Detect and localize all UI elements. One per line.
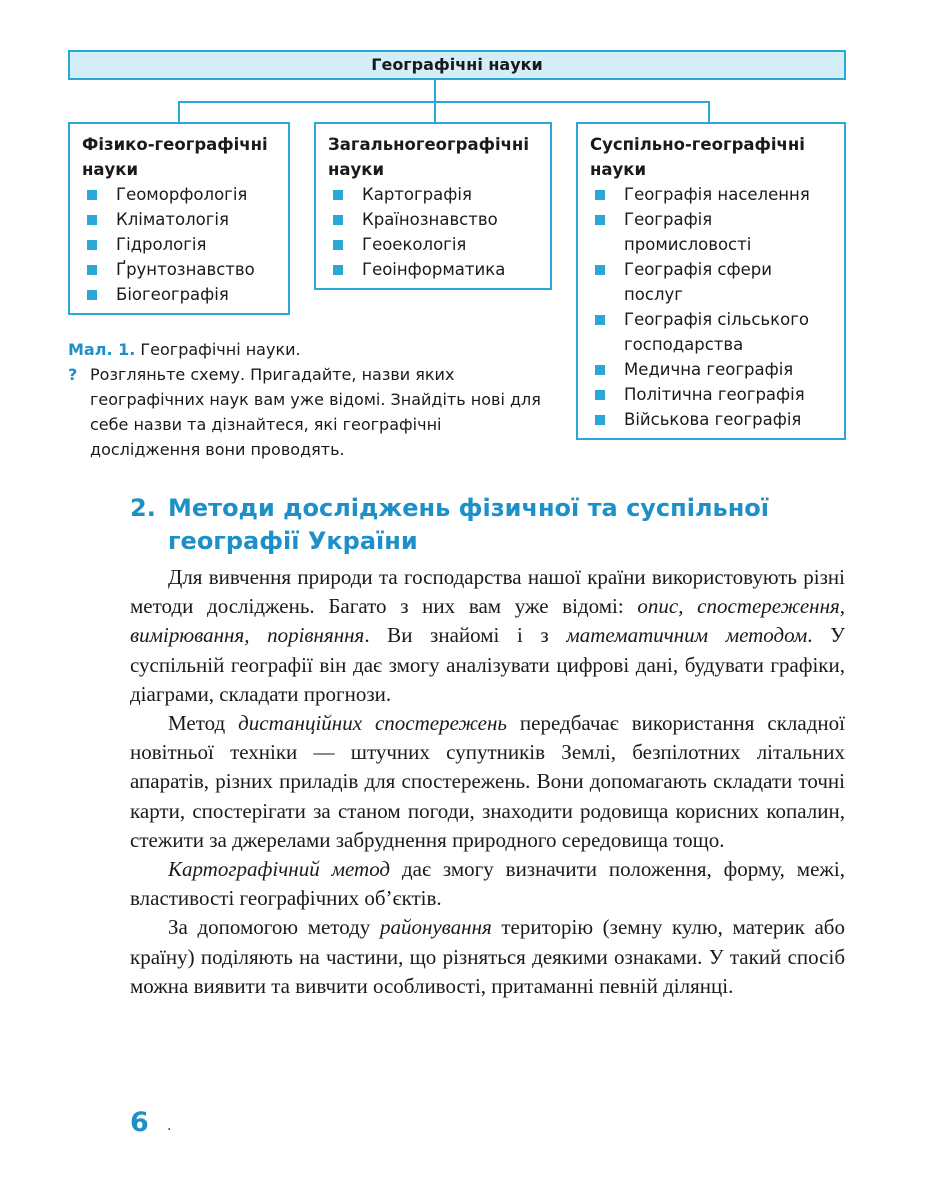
category-title: Фізико-географічні науки [82, 135, 268, 179]
list-item: Військова географія [590, 407, 834, 432]
connector-trunk [434, 80, 436, 102]
figure-caption [68, 338, 301, 362]
list-item: Геоекологія [328, 232, 540, 257]
list-item: Країнознавство [328, 207, 540, 232]
section-title: Методи досліджень фізичної та суспільної географії України [168, 494, 770, 555]
bullet-square-icon [87, 290, 97, 300]
bullet-square-icon [333, 215, 343, 225]
paragraph: Картографічний метод дає змогу визначити положення, форму, межі, властивості географічних об’єктів. [130, 857, 845, 911]
list-item: Кліматологія [82, 207, 278, 232]
list-item: Ґрунтознавство [82, 257, 278, 282]
list-item: Географія населення [590, 182, 834, 207]
connector-left [178, 101, 180, 123]
question-mark-icon: ? [68, 365, 78, 384]
category-title: Загальногеографічні науки [328, 135, 529, 179]
list-item: Картографія [328, 182, 540, 207]
page-dot: . [167, 1118, 172, 1134]
paragraph: Для вивчення природи та господарства нашої країни використовують різні методи досліджень. Багато з них вам уже відомі: опис, спостереження, вимірювання, порівняння. Ви знайомі і з математичним методом. У суспільній географії він дає змогу аналізувати цифрові дані, будувати графіки, діаграми, складати прогнози. [130, 565, 846, 706]
question-text: Розгляньте схему. Пригадайте, назви яких географічних наук вам уже відомі. Знайдіть нові для себе назви та дізнайтеся, які географічні дослідження вони проводять. [90, 365, 541, 459]
category-box-social [576, 122, 846, 440]
list-item: Географія сільського господарства [590, 307, 834, 357]
page-number: 6 [130, 1107, 149, 1138]
bullet-square-icon [87, 265, 97, 275]
category-box-physical [68, 122, 290, 315]
list-item: Географія сфери послуг [590, 257, 834, 307]
list-item: Геоінформатика [328, 257, 540, 282]
bullet-square-icon [595, 390, 605, 400]
body-text [130, 563, 845, 1001]
category-title: Суспільно-географічні науки [590, 135, 805, 179]
list-item: Біогеографія [82, 282, 278, 307]
connector-middle [434, 101, 436, 123]
list-item: Медична географія [590, 357, 834, 382]
connector-bar [178, 101, 710, 103]
section-heading [130, 492, 830, 558]
bullet-square-icon [595, 365, 605, 375]
bullet-square-icon [333, 240, 343, 250]
paragraph: Метод дистанційних спостережень передбачає використання складної новітньої техніки — штучних супутників Землі, безпілотних літальних апаратів, різних приладів для спостережень. Вони допомагають складати точні карти, спостерігати за станом погоди, знаходити родовища корисних копалин, стежити за джерелами забруднення природного середовища тощо. [130, 711, 845, 852]
figure-caption-text: Географічні науки. [140, 340, 301, 359]
bullet-square-icon [87, 190, 97, 200]
bullet-square-icon [87, 215, 97, 225]
list-item: Геоморфологія [82, 182, 278, 207]
list-item: Гідрологія [82, 232, 278, 257]
bullet-square-icon [333, 190, 343, 200]
bullet-square-icon [595, 190, 605, 200]
bullet-square-icon [595, 265, 605, 275]
bullet-square-icon [87, 240, 97, 250]
figure-label: Мал. 1. [68, 340, 136, 359]
bullet-square-icon [333, 265, 343, 275]
connector-right [708, 101, 710, 123]
list-item: Географія промисловості [590, 207, 834, 257]
category-box-general [314, 122, 552, 290]
diagram-title-box [68, 50, 846, 80]
bullet-square-icon [595, 415, 605, 425]
section-number: 2. [130, 494, 156, 522]
paragraph: За допомогою методу районування територію (земну кулю, материк або країну) поділяють на частини, що різняться деякими ознаками. У такий спосіб можна виявити та вивчити особливості, притаманні певній ділянці. [130, 915, 845, 998]
bullet-square-icon [595, 315, 605, 325]
list-item: Політична географія [590, 382, 834, 407]
diagram-title: Географічні науки [371, 55, 543, 74]
bullet-square-icon [595, 215, 605, 225]
question-block [68, 362, 548, 462]
